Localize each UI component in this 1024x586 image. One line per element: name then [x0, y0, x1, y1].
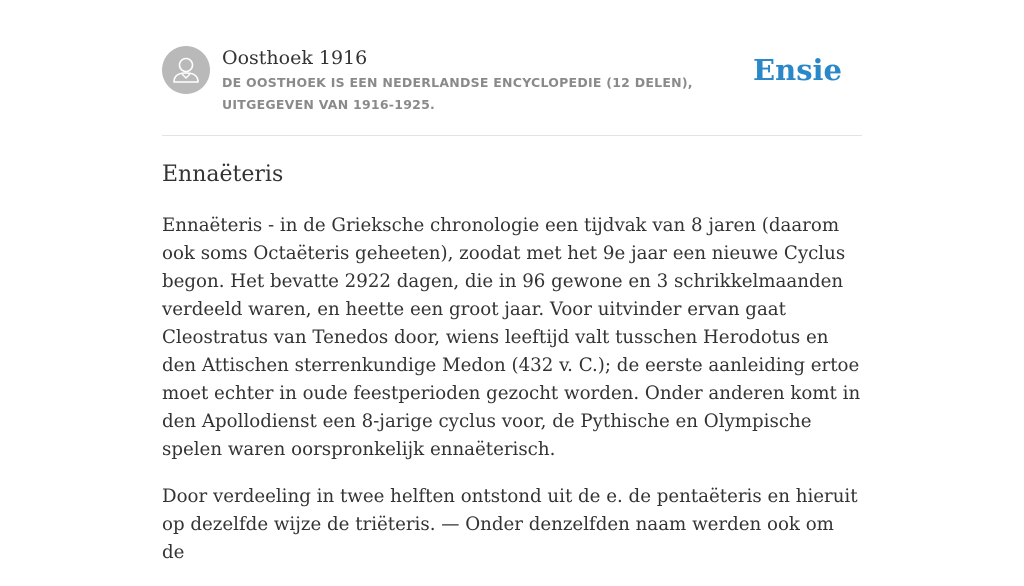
ensie-logo-link[interactable]: Ensie — [753, 53, 842, 87]
avatar[interactable] — [162, 46, 210, 94]
source-description: DE OOSTHOEK IS EEN NEDERLANDSE ENCYCLOPEDIE (12 DELEN), UITGEGEVEN VAN 1916-1925. — [222, 75, 693, 112]
page — [162, 0, 862, 563]
article-paragraph: Door verdeeling in twee helften ontstond uit de e. de pentaëteris en hieruit op dezelfde wijze de triëteris. — Onder denzelfden naam werden ook om de — [162, 486, 858, 563]
source-title[interactable]: Oosthoek 1916 — [222, 47, 368, 69]
user-icon — [162, 46, 210, 94]
source-header — [162, 46, 862, 116]
article-paragraph: Ennaëteris - in de Grieksche chronologie een tijdvak van 8 jaren (daarom ook soms Octaëteris geheeten), zoodat met het 9e jaar een nieuwe Cyclus begon. Het bevatte 2922 dagen, die in 96 gewone en 3 schrikkelmaanden verdeeld waren, en heette een groot jaar. Voor uitvinder ervan gaat Cleostratus van Tenedos door, wiens leeftijd valt tusschen Herodotus en den Attischen sterrenkundige Medon (432 v. C.); de eerste aanleiding ertoe moet echter in oude feestperioden gezocht worden. Onder anderen komt in den Apollodienst een 8-jarige cyclus voor, de Pythische en Olympische spelen waren oorspronkelijk ennaëterisch. — [162, 215, 861, 460]
header-divider — [162, 135, 862, 136]
entry-title: Ennaëteris — [162, 162, 284, 187]
article-body — [162, 212, 862, 586]
